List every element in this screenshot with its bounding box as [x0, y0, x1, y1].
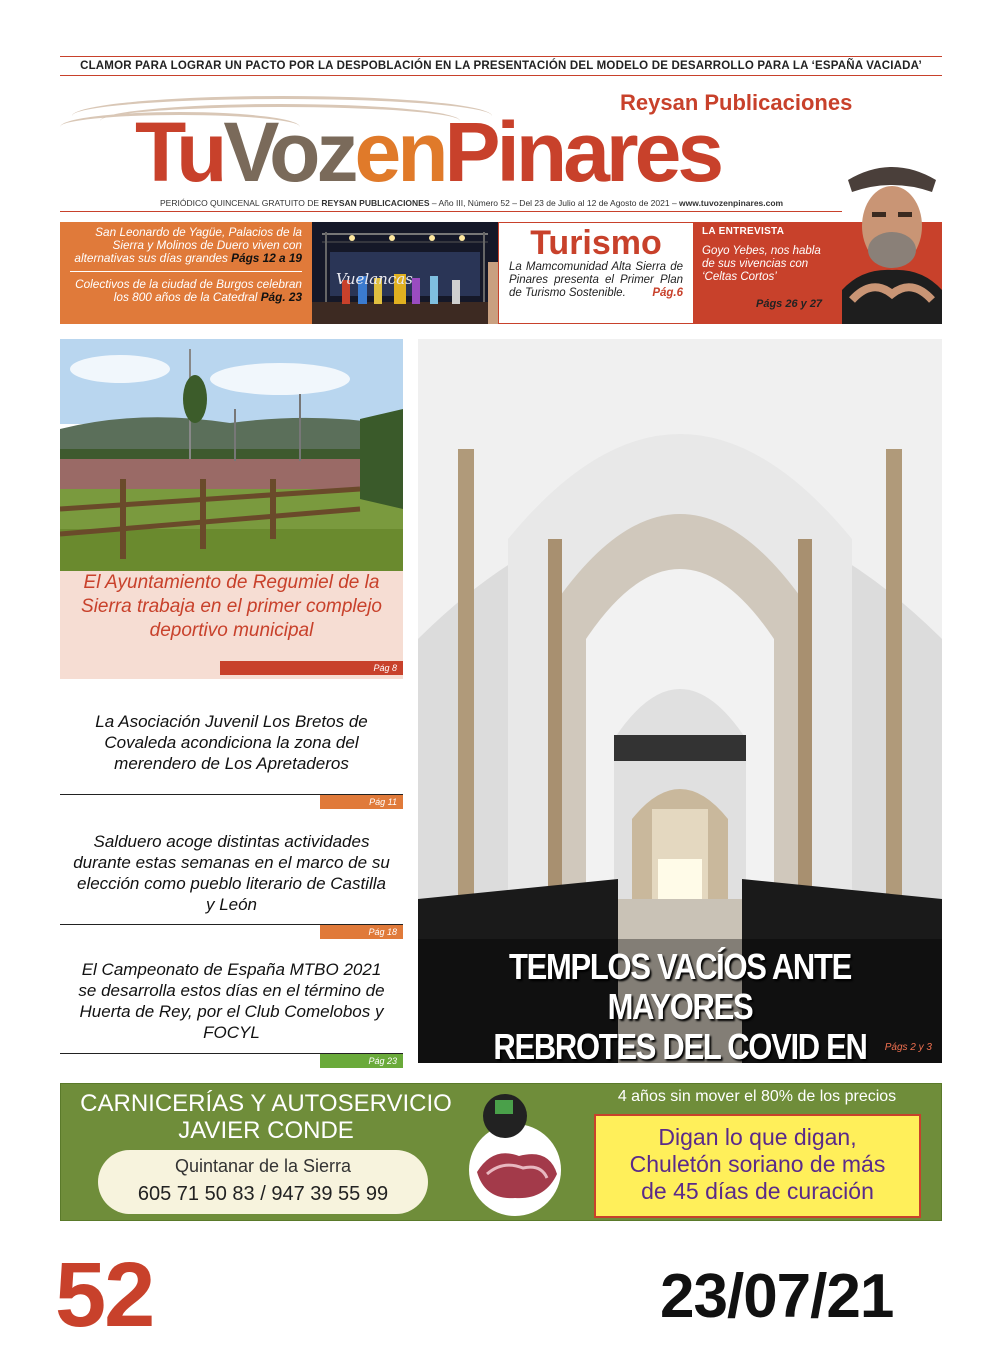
ad-title-line-2: JAVIER CONDE [178, 1117, 354, 1144]
portrait-illustration [842, 150, 942, 324]
issue-date: 23/07/21 [660, 1262, 894, 1331]
story-bretos-headline[interactable]: La Asociación Juvenil Los Bretos de Covaleda acondiciona la zona del merendero de Los Apretaderos [95, 712, 368, 773]
tagline-publisher: REYSAN PUBLICACIONES [321, 198, 430, 208]
turismo-page: Pág.6 [652, 287, 683, 299]
advertisement-carnicerias[interactable] [60, 1083, 942, 1221]
ad-box-line-3: de 45 días de curación [641, 1178, 874, 1204]
publisher-name: Reysan Publicaciones [620, 90, 853, 115]
story-salduero-page: Pág 18 [368, 927, 397, 937]
sports-complex-photo[interactable] [60, 339, 403, 571]
sports-complex-illustration [60, 339, 403, 571]
main-headline-line-2: REBROTES DEL COVID EN [493, 1026, 867, 1063]
ad-chuleton-text [596, 1124, 919, 1205]
story-mtbo-headline[interactable]: El Campeonato de España MTBO 2021 se desarrolla estos días en el término de Huerta de Rey, por el Club Comelobos y FOCYL [78, 960, 385, 1042]
tagline-issue-info: – Año III, Número 52 – Del 23 de Julio al 12 de Agosto de 2021 – [429, 198, 680, 208]
ad-title-line-1: CARNICERÍAS Y AUTOSERVICIO [80, 1090, 452, 1117]
main-story-headline[interactable] [455, 947, 906, 1063]
main-story-church-photo[interactable] [418, 339, 942, 1063]
top-banner-headline[interactable]: CLAMOR PARA LOGRAR UN PACTO POR LA DESPOBLACIÓN EN LA PRESENTACIÓN DEL MODELO DE DESARROLLO PARA LA ‘ESPAÑA VACIADA’ [60, 56, 942, 76]
story-regumiel-headline: El Ayuntamiento de Regumiel de la Sierra trabaja en el primer complejo deportivo municipal [81, 572, 382, 641]
teaser-fiestas-page: Págs 12 a 19 [231, 251, 302, 265]
title-part-pinares: Pinares [444, 105, 721, 199]
story-regumiel-page: Pág 8 [373, 663, 397, 673]
teaser-divider [70, 271, 302, 272]
ad-title [61, 1090, 471, 1144]
ad-contact-pill [98, 1150, 428, 1214]
title-part-voz: Voz [223, 105, 355, 199]
turismo-title: Turismo [530, 224, 662, 262]
teaser-catedral-page: Pág. 23 [260, 290, 302, 304]
ad-town: Quintanar de la Sierra [174, 1156, 352, 1176]
teaser-catedral [70, 278, 302, 304]
main-headline-line-1: TEMPLOS VACÍOS ANTE MAYORES [509, 946, 851, 1027]
story-bretos-page: Pág 11 [369, 797, 397, 807]
entrevista-label: LA ENTREVISTA [702, 226, 785, 237]
butcher-logo-icon [463, 1088, 567, 1216]
ad-slogan: 4 años sin mover el 80% de los precios [617, 1088, 897, 1105]
story-regumiel-page-bar [220, 661, 403, 675]
story-mtbo-page-bar [320, 1054, 403, 1068]
teaser-local-news[interactable] [60, 222, 312, 324]
concert-stage-sign: Vuelancas [336, 270, 413, 288]
teaser-catedral-text: Colectivos de la ciudad de Burgos celebran los 800 años de la Catedral [75, 277, 302, 304]
entrevista-text: Goyo Yebes, nos habla de sus vivencias con ‘Celtas Cortos’ [702, 245, 821, 283]
story-regumiel[interactable] [60, 571, 403, 679]
teaser-fiestas [70, 226, 302, 265]
tagline-lead: PERIÓDICO QUINCENAL GRATUITO DE [160, 198, 322, 208]
meat-logo-icon [463, 1088, 567, 1216]
website-link[interactable]: www.tuvozenpinares.com [679, 198, 784, 208]
entrevista-page: Págs 26 y 27 [756, 298, 823, 310]
ad-chuleton-box [594, 1114, 921, 1218]
ad-box-line-1: Digan lo que digan, [658, 1124, 857, 1150]
turismo-text: La Mamcomunidad Alta Sierra de Pinares presenta el Primer Plan de Turismo Sostenible. [509, 261, 683, 299]
turismo-summary [509, 261, 683, 300]
story-salduero-headline[interactable]: Salduero acoge distintas actividades durante estas semanas en el marco de su elección como pueblo literario de Castilla y León [73, 832, 390, 914]
story-mtbo-page: Pág 23 [368, 1056, 397, 1066]
masthead-rule [60, 211, 942, 212]
newspaper-title[interactable] [135, 104, 720, 200]
teaser-fiestas-text: San Leonardo de Yagüe, Palacios de la Sierra y Molinos de Duero viven con alternativas sus días grandes [74, 225, 302, 265]
ad-phone-numbers[interactable]: 605 71 50 83 / 947 39 55 99 [137, 1183, 389, 1205]
masthead [60, 78, 942, 213]
story-bretos-page-bar [320, 795, 403, 809]
teaser-turismo[interactable] [498, 222, 694, 324]
ad-box-line-2: Chuletón soriano de más [629, 1151, 886, 1177]
concert-photo[interactable] [312, 222, 498, 324]
masthead-tagline [160, 198, 783, 208]
story-salduero-page-bar [320, 925, 403, 939]
main-story-page: Págs 2 y 3 [884, 1042, 932, 1053]
issue-number: 52 [55, 1244, 154, 1346]
interviewee-portrait[interactable] [842, 150, 942, 324]
title-part-en: en [354, 105, 445, 199]
title-part-tu: Tu [135, 105, 224, 199]
